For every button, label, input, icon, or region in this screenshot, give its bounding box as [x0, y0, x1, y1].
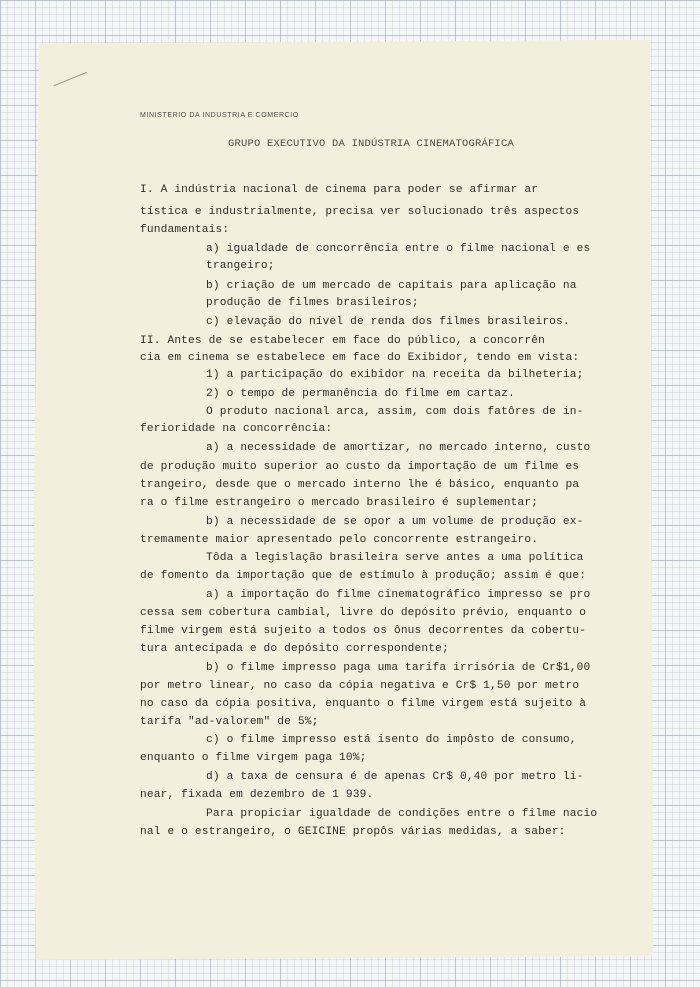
text-line: de produção muito superior ao custo da importação de um filme es: [140, 461, 580, 473]
text-line: enquanto o filme virgem paga 10%;: [140, 752, 367, 764]
text-line: b) o filme impresso paga uma tarifa irrisória de Cr$1,00: [206, 662, 591, 674]
text-line: fundamentais:: [140, 224, 230, 236]
ministry-header: MINISTERIO DA INDUSTRIA E COMERCIO: [140, 112, 299, 119]
text-line: b) criação de um mercado de capitais para aplicação na: [206, 280, 577, 292]
text-line: tremamente maior apresentado pelo concorrente estrangeiro.: [140, 534, 539, 546]
text-line: ferioridade na concorrência:: [140, 423, 333, 435]
document-title: GRUPO EXECUTIVO DA INDÚSTRIA CINEMATOGRÁFICA: [228, 138, 515, 150]
text-line: ra o filme estrangeiro o mercado brasileiro é suplementar;: [140, 497, 539, 509]
text-line: por metro linear, no caso da cópia negativa e Cr$ 1,50 por metro: [140, 680, 580, 692]
text-line: trangeiro, desde que o mercado interno lhe é básico, enquanto pa: [140, 479, 580, 491]
text-line: O produto nacional arca, assim, com dois fatôres de in-: [206, 406, 584, 418]
text-line: a) igualdade de concorrência entre o filme nacional e es: [206, 243, 591, 255]
text-line: a) a necessidade de amortizar, no mercado interno, custo: [206, 442, 591, 454]
text-line: nal e o estrangeiro, o GEICINE propôs várias medidas, a saber:: [140, 826, 566, 838]
text-line: no caso da cópia positiva, enquanto o filme virgem está sujeito à: [140, 698, 587, 710]
text-line: a) a importação do filme cinematográfico impresso se pro: [206, 589, 591, 601]
text-line: produção de filmes brasileiros;: [206, 297, 419, 309]
text-line: trangeiro;: [206, 260, 275, 272]
text-line: tura antecipada e do depósito correspondente;: [140, 643, 449, 655]
text-line: d) a taxa de censura é de apenas Cr$ 0,40 por metro li-: [206, 771, 584, 783]
text-line: II. Antes de se estabelecer em face do público, a concorrên: [140, 335, 545, 347]
text-line: 2) o tempo de permanência do filme em cartaz.: [206, 388, 515, 400]
text-line: I. A indústria nacional de cinema para poder se afirmar ar: [140, 184, 539, 196]
text-line: 1) a participação do exibidor na receita da bilheteria;: [206, 369, 584, 381]
text-line: cia em cinema se estabelece em face do Exibidor, tendo em vista:: [140, 352, 580, 364]
text-line: c) o filme impresso está isento do impôsto de consumo,: [206, 734, 577, 746]
text-line: c) elevação do nível de renda dos filmes brasileiros.: [206, 316, 570, 328]
text-line: Tôda a legislação brasileira serve antes a uma política: [206, 552, 584, 564]
text-line: b) a necessidade de se opor a um volume de produção ex-: [206, 516, 584, 528]
text-line: tística e industrialmente, precisa ver solucionado três aspectos: [140, 206, 580, 218]
text-line: de fomento da importação que de estímulo à produção; assim é que:: [140, 570, 587, 582]
text-line: tarifa "ad-valorem" de 5%;: [140, 716, 319, 728]
text-line: cessa sem cobertura cambial, livre do depósito prévio, enquanto o: [140, 607, 587, 619]
text-line: near, fixada em dezembro de 1 939.: [140, 789, 374, 801]
text-line: Para propiciar igualdade de condições entre o filme nacio: [206, 808, 598, 820]
text-line: filme virgem está sujeito a todos os ônus decorrentes da cobertu-: [140, 625, 587, 637]
